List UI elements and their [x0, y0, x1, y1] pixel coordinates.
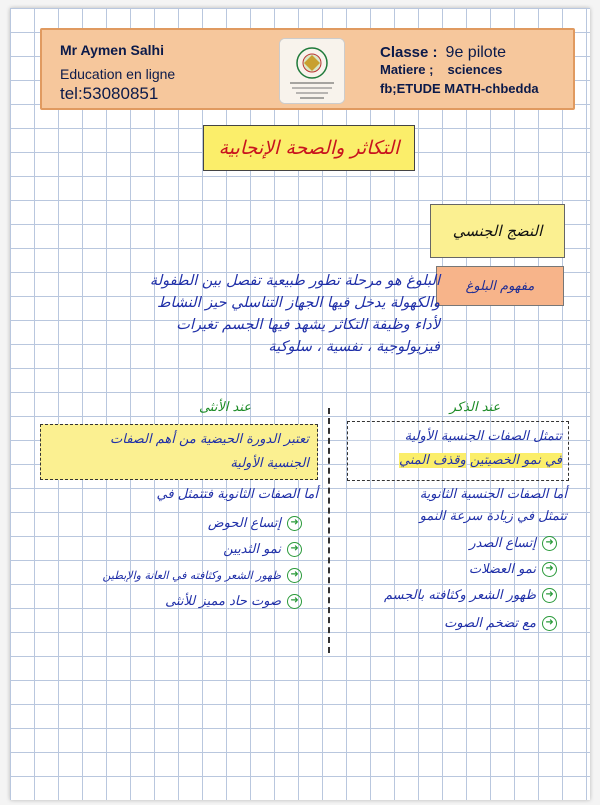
education-label: Education en ligne: [60, 66, 176, 82]
female-primary-box: [40, 424, 318, 480]
definition-line: البلوغ هو مرحلة تطور طبيعية تفصل بين الطفولة: [149, 273, 440, 289]
male-trait-item: ➜ مع تضخم الصوت: [444, 612, 557, 634]
subtitle: النضج الجنسي: [452, 222, 543, 240]
female-trait-item: ➜ صوت حاد مميز للأنثى: [165, 590, 302, 612]
definition-line: لأداء وظيفة التكاثر يشهد فيها الجسم تغيرات: [176, 317, 440, 333]
female-trait-item: ➜ ظهور الشعر وكثافته في العانة والإبطين: [103, 564, 302, 586]
male-primary-line: تتمثل الصفات الجنسية الأولية: [404, 429, 562, 444]
subject-value: sciences: [447, 62, 503, 77]
notebook-page: [10, 8, 590, 800]
arrow-circle-icon: ➜: [542, 562, 557, 577]
male-primary-box: [347, 421, 569, 481]
teacher-name: Mr Aymen Salhi: [60, 42, 164, 58]
definition-paragraph: [70, 270, 440, 358]
male-secondary-line-2: تتمثل في زيادة سرعة النمو: [419, 509, 567, 524]
subject-label: Matiere ;: [380, 62, 434, 77]
lesson-title-box: [203, 125, 415, 171]
definition-line: فيزيولوجية ، نفسية ، سلوكية: [268, 339, 440, 355]
definition-line: والكهولة يدخل فيها الجهاز التناسلي حيز النشاط: [157, 295, 440, 311]
class-label: Classe :: [380, 44, 438, 61]
female-heading: عند الأنثى: [198, 400, 252, 415]
male-secondary-line: أما الصفات الجنسية الثانوية: [419, 487, 567, 502]
male-primary-testes: في نمو الخصيتين: [469, 453, 562, 468]
arrow-circle-icon: ➜: [287, 568, 302, 583]
male-secondary-text: [347, 484, 567, 528]
arrow-circle-icon: ➜: [287, 542, 302, 557]
class-value: 9e pilote: [445, 44, 507, 61]
school-logo: [279, 38, 345, 104]
female-secondary-text: [74, 484, 318, 506]
arrow-circle-icon: ➜: [542, 536, 557, 551]
lesson-title: التكاثر والصحة الإنجابية: [218, 137, 400, 159]
facebook-page: fb;ETUDE MATH-chbedda: [380, 81, 539, 96]
male-trait-item: ➜ إتساع الصدر: [469, 532, 557, 554]
subtitle-box: [430, 204, 565, 258]
female-trait-item: ➜ إتساع الحوض: [208, 512, 302, 534]
arrow-circle-icon: ➜: [287, 516, 302, 531]
teacher-info: [60, 42, 175, 104]
arrow-circle-icon: ➜: [542, 616, 557, 631]
female-secondary-line: أما الصفات الثانوية فتتمثل في: [156, 487, 318, 502]
phone-number: tel:53080851: [60, 84, 159, 103]
female-primary-line-2: الجنسية الأولية: [230, 456, 309, 471]
concept-label: مفهوم البلوغ: [465, 278, 535, 294]
male-trait-item: ➜ ظهور الشعر وكثافته بالجسم: [384, 584, 557, 606]
logo-emblem-icon: [280, 39, 344, 103]
male-trait-item: ➜ نمو العضلات: [469, 558, 557, 580]
male-primary-ejaculation: وقذف المني: [399, 453, 466, 468]
concept-label-box: [436, 266, 564, 306]
female-trait-item: ➜ نمو الثديين: [223, 538, 302, 560]
female-primary-line: تعتبر الدورة الحيضية من أهم الصفات: [110, 432, 309, 447]
arrow-circle-icon: ➜: [287, 594, 302, 609]
class-info: [380, 44, 539, 96]
male-primary-line-2: [354, 449, 562, 473]
male-heading: عند الذكر: [449, 400, 501, 415]
arrow-circle-icon: ➜: [542, 588, 557, 603]
header-banner: [40, 28, 575, 110]
column-divider: [328, 408, 330, 653]
